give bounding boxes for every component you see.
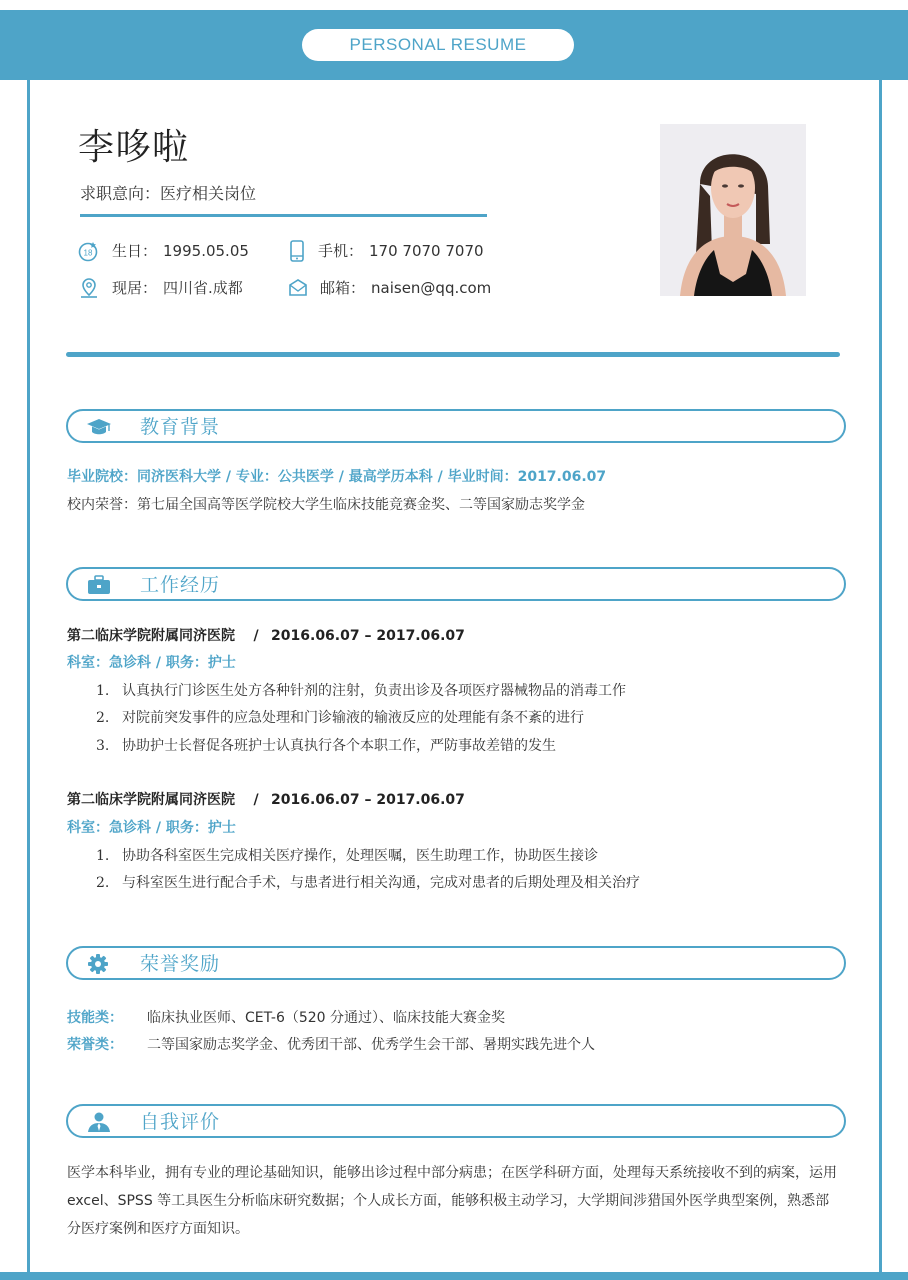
- residence-label: 现居：: [112, 279, 158, 297]
- graduation-cap-icon: [86, 416, 112, 438]
- location-icon: [78, 277, 100, 299]
- list-item: 2. 与科室医生进行配合手术，与患者进行相关沟通，完成对患者的后期处理及相关治疗: [96, 875, 640, 891]
- svg-text:18: 18: [83, 248, 93, 258]
- birthday-icon: [78, 240, 100, 262]
- awards-skills-value: 临床执业医师、CET-6（520 分通过）、临床技能大赛金奖: [147, 1010, 506, 1026]
- phone-label: 手机：: [318, 242, 364, 260]
- intent-value: 医疗相关岗位: [160, 184, 257, 203]
- banner-title: PERSONAL RESUME: [302, 29, 574, 61]
- right-border: [879, 80, 882, 1272]
- job-2-header: [67, 790, 465, 810]
- residence-value: 四川省.成都: [163, 279, 243, 297]
- work-title: 工作经历: [140, 574, 221, 596]
- awards-title: 荣誉奖励: [140, 953, 221, 975]
- education-honors: [67, 495, 585, 515]
- job-intent: [80, 183, 256, 205]
- intent-label: 求职意向：: [80, 184, 161, 203]
- education-summary: 毕业院校：同济医科大学 / 专业：公共医学 / 最高学历本科 / 毕业时间：2017.06.07: [67, 469, 607, 485]
- person-icon: [86, 1111, 112, 1133]
- education-honors-label: 校内荣誉：: [67, 497, 137, 513]
- intent-underline: [80, 214, 487, 217]
- list-item: 1. 协助各科室医生完成相关医疗操作，处理医嘱，医生助理工作，协助医生接诊: [96, 848, 598, 864]
- job-1-role: 科室：急诊科 / 职务：护士: [67, 655, 236, 671]
- awards-honors-value: 二等国家励志奖学金、优秀团干部、优秀学生会干部、暑期实践先进个人: [147, 1037, 595, 1053]
- awards-honors: [67, 1035, 595, 1055]
- list-item: 3. 协助护士长督促各班护士认真执行各个本职工作，严防事故差错的发生: [96, 738, 556, 754]
- awards-skills: [67, 1008, 505, 1028]
- mail-icon: [288, 277, 308, 299]
- email-label: 邮箱：: [320, 279, 366, 297]
- list-item: 2. 对院前突发事件的应急处理和门诊输液的输液反应的处理能有条不紊的进行: [96, 710, 584, 726]
- job-period: 2016.06.07 – 2017.06.07: [271, 628, 465, 644]
- email-info: [288, 277, 491, 299]
- awards-section-header: [66, 946, 846, 980]
- education-honors-value: 第七届全国高等医学院校大学生临床技能竞赛金奖、二等国家励志奖学金: [137, 497, 585, 513]
- phone-icon: [288, 240, 306, 262]
- job-period: 2016.06.07 – 2017.06.07: [271, 792, 465, 808]
- left-border: [27, 80, 30, 1272]
- profile-photo: [660, 124, 806, 296]
- self-eval-section-header: [66, 1104, 846, 1138]
- email-value: naisen@qq.com: [371, 279, 492, 297]
- birthday-label: 生日：: [112, 242, 158, 260]
- job-sep: /: [253, 628, 259, 644]
- phone-info: [288, 240, 484, 262]
- self-eval-text: 医学本科毕业，拥有专业的理论基础知识，能够出诊过程中部分病患；在医学科研方面，处理每天系统接收不到的病案，运用 excel、SPSS 等工具医生分析临床研究数据；个人成长方面，能够积极主动学习，大学期间涉猎国外医学典型案例，熟悉部分医疗案例和医疗方面知识。: [67, 1165, 837, 1237]
- job-org: 第二临床学院附属同济医院: [67, 628, 235, 644]
- job-org: 第二临床学院附属同济医院: [67, 792, 235, 808]
- gear-icon: [86, 953, 110, 975]
- job-1-header: [67, 626, 465, 646]
- header-divider: [66, 352, 840, 357]
- list-item: 1. 认真执行门诊医生处方各种针剂的注射，负责出诊及各项医疗器械物品的消毒工作: [96, 683, 626, 699]
- awards-skills-label: 技能类：: [67, 1010, 123, 1026]
- birthday-value: 1995.05.05: [163, 242, 249, 260]
- briefcase-icon: [86, 574, 112, 596]
- education-title: 教育背景: [140, 416, 221, 438]
- job-sep: /: [253, 792, 259, 808]
- bottom-border: [0, 1272, 908, 1280]
- residence-info: [78, 277, 243, 299]
- birthday-info: [78, 240, 249, 262]
- phone-value: 170 7070 7070: [369, 242, 484, 260]
- work-section-header: [66, 567, 846, 601]
- awards-honors-label: 荣誉类：: [67, 1037, 123, 1053]
- candidate-name: 李哆啦: [78, 127, 190, 168]
- education-section-header: [66, 409, 846, 443]
- self-eval-title: 自我评价: [140, 1111, 221, 1133]
- job-2-role: 科室：急诊科 / 职务：护士: [67, 820, 236, 836]
